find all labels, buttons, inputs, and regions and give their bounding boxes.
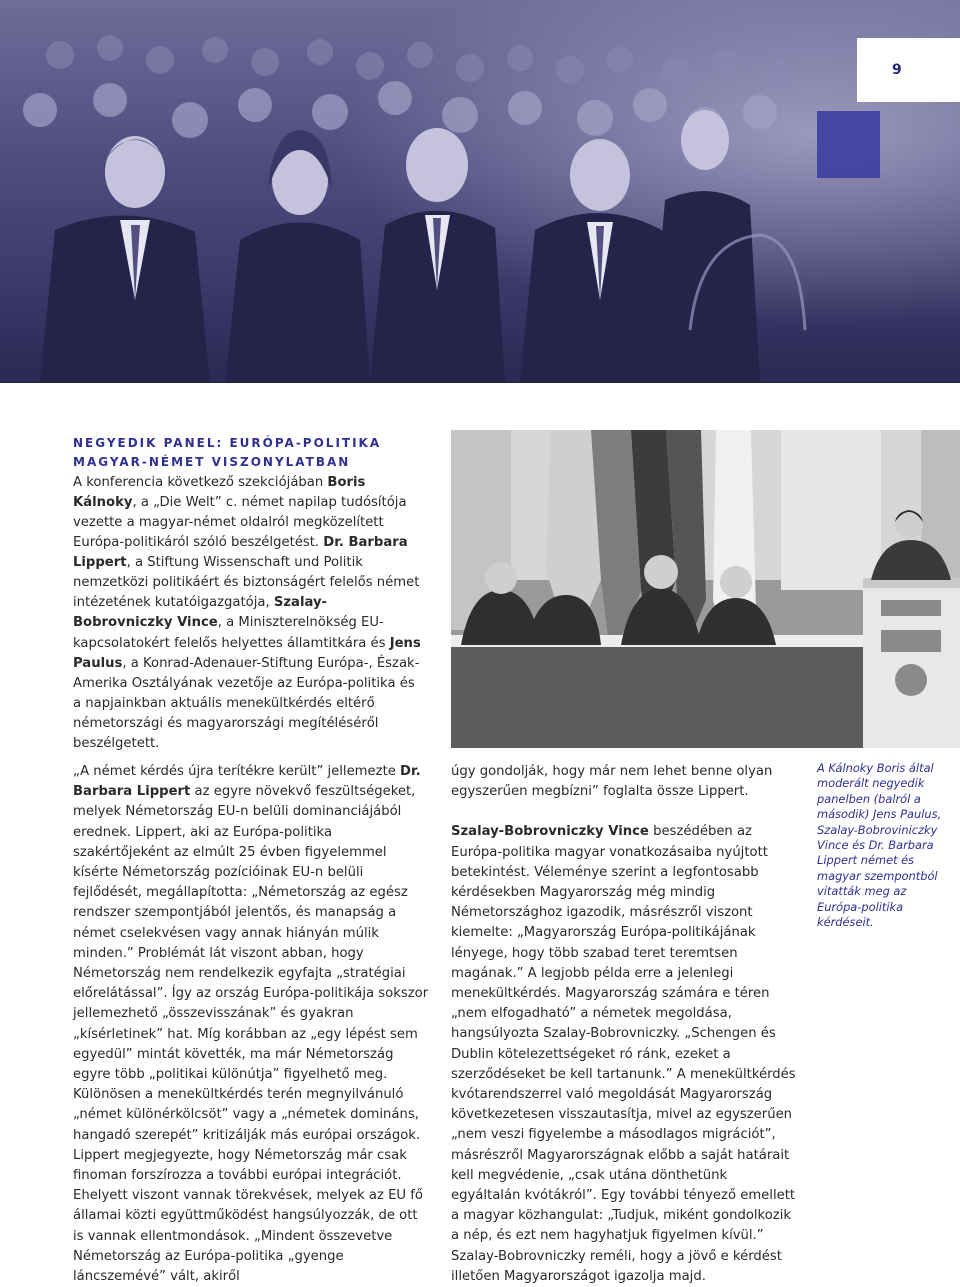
conference-photo-image xyxy=(451,430,960,748)
body-column-2 xyxy=(451,762,798,1287)
intro-column xyxy=(73,434,425,754)
panel-title xyxy=(73,434,425,473)
body-paragraph-2a: úgy gondolják, hogy már nem lehet benne olyan egyszerűen megbízni” foglalta össze Lippert. xyxy=(451,764,773,800)
accent-square xyxy=(817,111,880,178)
body-text: az egyre növekvő feszültségeket, melyek Németország EU-n belüli dominanciájából erednek. Lippert, aki az Európa-politika szakértőjeként az elmúlt 25 évben figyelemmel kísérte Németország pozícióinak EU-n belüli fejlődését, megállapította: „Németország az egész rendszer szempontjából jelentős, és manapság a német cselekvésen vagy annak hiányán múlik minden.” Problémát lát viszont abban, hogy Németország nem rendelkezik egyfajta „stratégiai előrelátással”. Így az ország Európa-politikája sokszor jellemezhető „összevisszának” és gyakran „kísérletinek” hat. Míg korábban az „egy lépést sem egyedül” mintát követték, ma már Németország egyre több „politikai különútja” figyelhető meg. Különösen a menekültkérdés terén megnyilvánuló „német különérkölcsöt” vagy a „németek domináns, hangadó szerepét” kritizálják más európai országok. Lippert megjegyezte, hogy Németország már csak finoman forszírozza a további európai integrációt. Ehelyett viszont vannak törekvések, melyek az EU fő államai közti együttműködést hangsúlyozzák, de ott is vannak ellentmondások. „Mindent összevetve Németország az Európa-politika „gyenge láncszemévé” vált, akiről xyxy=(73,784,429,1285)
panel-title-line-2: MAGYAR-NÉMET VISZONYLATBAN xyxy=(73,455,351,470)
panel-title-line-1: NEGYEDIK PANEL: EURÓPA-POLITIKA xyxy=(73,436,382,450)
audience-photo-image xyxy=(0,0,960,383)
intro-text: , a Stiftung Wissenschaft und Politik nemzetközi politikáért és biztonságért felelős német intézetének kutatóigazgatója, xyxy=(73,555,420,611)
intro-name-paulus: Jens Paulus xyxy=(73,635,421,671)
intro-name-kalnoky: Boris Kálnoky xyxy=(73,474,366,510)
intro-name-szalay: Szalay-Bobrovniczky Vince xyxy=(73,595,328,631)
body-name-lippert: Dr. Barbara Lippert xyxy=(73,764,421,800)
photo-caption: A Kálnoky Boris által moderált negyedik panelben (balról a második) Jens Paulus, Szalay-Bobroviniczky Vince és Dr. Barbara Lippert német és magyar szempontból vitatták meg az Európa-politika kérdéseit. xyxy=(817,761,942,930)
intro-text: , a Miniszterelnökség EU-kapcsolatokért felelős helyettes államtitkára és xyxy=(73,615,390,651)
body-paragraphs-2 xyxy=(451,762,798,1287)
body-column-1 xyxy=(73,762,431,1287)
intro-text: , a Konrad-Adenauer-Stiftung Európa-, Észak-Amerika Osztályának vezetője az Európa-politika és a napjainkban aktuális menekültkérdés eltérő németországi és magyarországi megítéléséről beszélgetett. xyxy=(73,655,420,752)
audience-photo xyxy=(0,0,960,383)
body-name-szalay: Szalay-Bobrovniczky Vince xyxy=(451,824,649,840)
page-number: 9 xyxy=(892,62,902,78)
intro-name-lippert: Dr. Barbara Lippert xyxy=(73,535,408,571)
body-paragraph-1 xyxy=(73,762,431,1287)
body-text: „A német kérdés újra terítékre került” jellemezte xyxy=(73,764,401,779)
intro-paragraph xyxy=(73,473,425,754)
body-text: beszédében az Európa-politika magyar vonatkozásaiba nyújtott betekintést. Véleménye szerint a legfontosabb kérdésekben Magyarország még mindig Németországhoz igazodik, másrészről viszont kiemelte: „Magyarország Európa-politikájának lényege, hogy több szabad teret teremtsen magának.” A legjobb példa erre a jelenlegi menekültkérdés. Magyarország számára e téren „nem elfogadható” a németek megoldása, hangsúlyozta Szalay-Bobrovniczky. „Schengen és Dublin kötelezettségeket ró ránk, ezeket a szerződéseket be kell tartanunk.” A menekültkérdés kvótarendszerrel való megoldását Magyarország következetesen visszautasítja, mivel az egyszerűen „nem veszi figyelembe a másodlagos migrációt”, másrészről Magyarországnak előbb a saját határait kell megvédenie, „csak utána dönthetünk egyáltalán kvótákról”. Egy további tényező emellett a magyar közhangulat: „Tudjuk, miként gondolkozik a nép, és ezt nem hagyhatjuk figyelmen kívül.” Szalay-Bobrovniczky reméli, hogy a jövő e kérdést illetően Magyarországot igazolja majd. xyxy=(451,824,796,1284)
body-paragraph-2b xyxy=(451,822,798,1287)
page-number-tab xyxy=(857,38,960,102)
intro-text: , a „Die Welt” c. német napilap tudósítója vezette a magyar-német oldalról megközelített Európa-politikáról szóló beszélgetést. xyxy=(73,494,407,551)
intro-text: A konferencia következő szekciójában xyxy=(73,474,328,490)
conference-photo xyxy=(451,430,960,748)
